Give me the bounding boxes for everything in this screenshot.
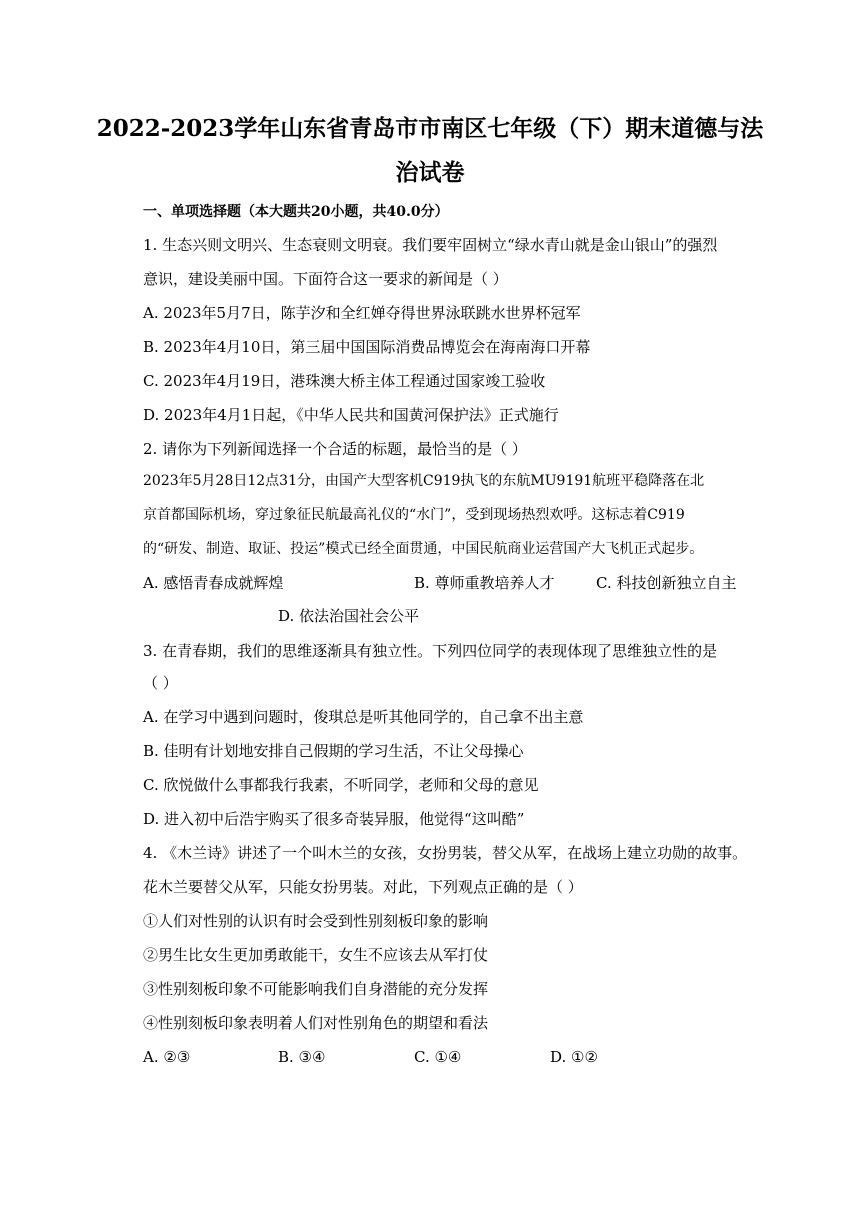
- q4-statement-3: ③性别刻板印象不可能影响我们自身潜能的充分发挥: [143, 980, 489, 998]
- q1-option-d: D. 2023年4月1日起，《中华人民共和国黄河保护法》正式施行: [143, 406, 559, 424]
- exam-title-line-2: 治试卷: [395, 159, 465, 186]
- q1-stem-line-1: 1. 生态兴则文明兴、生态衰则文明衰。我们要牢固树立“绿水青山就是金山银山”的强烈: [143, 236, 718, 254]
- q1-option-a: A. 2023年5月7日，陈芋汐和全红婵夺得世界泳联跳水世界杯冠军: [143, 304, 581, 322]
- q2-option-b: B. 尊师重教培养人才: [414, 574, 555, 592]
- q4-statement-4: ④性别刻板印象表明着人们对性别角色的期望和看法: [143, 1014, 489, 1032]
- q3-option-a: A. 在学习中遇到问题时，俊琪总是听其他同学的，自己拿不出主意: [143, 708, 584, 726]
- q4-option-d: D. ①②: [550, 1048, 598, 1066]
- q3-stem-line-2: （ ）: [143, 674, 178, 692]
- exam-title-line-1: 2022-2023学年山东省青岛市市南区七年级（下）期末道德与法: [96, 115, 764, 142]
- q2-passage-line-1: 2023年5月28日12点31分，由国产大型客机C919执飞的东航MU9191航班平稳降落在北: [143, 473, 705, 489]
- q2-option-c: C. 科技创新独立自主: [596, 574, 737, 592]
- q1-stem-line-2: 意识，建设美丽中国。下面符合这一要求的新闻是（ ）: [143, 270, 508, 288]
- q2-option-a: A. 感悟青春成就辉煌: [143, 574, 284, 592]
- q3-option-c: C. 欣悦做什么事都我行我素，不听同学，老师和父母的意见: [143, 776, 539, 794]
- q2-passage-line-3: 的“研发、制造、取证、投运”模式已经全面贯通，中国民航商业运营国产大飞机正式起步。: [143, 541, 704, 557]
- section-heading: 一、单项选择题（本大题共20小题，共40.0分）: [143, 204, 449, 220]
- q4-stem-line-1: 4. 《木兰诗》讲述了一个叫木兰的女孩，女扮男装，替父从军，在战场上建立功勋的故事。: [143, 844, 748, 862]
- q3-stem-line-1: 3. 在青春期，我们的思维逐渐具有独立性。下列四位同学的表现体现了思维独立性的是: [143, 642, 718, 660]
- q4-option-c: C. ①④: [414, 1048, 462, 1066]
- q2-stem: 2. 请你为下列新闻选择一个合适的标题，最恰当的是（ ）: [143, 440, 527, 458]
- q4-option-a: A. ②③: [143, 1048, 191, 1066]
- q4-statement-2: ②男生比女生更加勇敢能干，女生不应该去从军打仗: [143, 946, 489, 964]
- q1-option-c: C. 2023年4月19日，港珠澳大桥主体工程通过国家竣工验收: [143, 372, 546, 390]
- q2-option-d: D. 依法治国社会公平: [278, 607, 420, 625]
- q1-option-b: B. 2023年4月10日，第三届中国国际消费品博览会在海南海口开幕: [143, 338, 591, 356]
- q4-stem-line-2: 花木兰要替父从军，只能女扮男装。对此，下列观点正确的是（ ）: [143, 878, 583, 896]
- q3-option-b: B. 佳明有计划地安排自己假期的学习生活，不让父母操心: [143, 742, 524, 760]
- q4-option-b: B. ③④: [278, 1048, 326, 1066]
- q4-statement-1: ①人们对性别的认识有时会受到性别刻板印象的影响: [143, 912, 489, 930]
- q3-option-d: D. 进入初中后浩宇购买了很多奇装异服，他觉得“这叫酷”: [143, 810, 525, 828]
- q2-passage-line-2: 京首都国际机场，穿过象征民航最高礼仪的“水门”，受到现场热烈欢呼。这标志着C919: [143, 507, 685, 523]
